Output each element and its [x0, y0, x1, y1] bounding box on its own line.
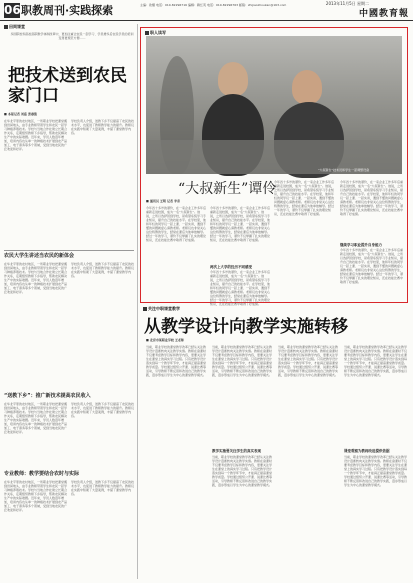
- lower-headline: 从教学设计向教学实施转移: [144, 317, 348, 337]
- left-body-col7: 在华北平原的农村地区，一所职业学校把课堂搬到田间地头，由专业教师带领学生和农民一起学习种植养殖技术。学校与当地合作社建立长期合作关系，定期组织教师下乡指导，帮助农民解决生产中的实际难题。近年来，学员人数逐年增加，培训内容也从单一的种植技术扩展到农产品加工、电子商务等多个领域，受到当地农民的广泛欢迎和好评。: [4, 480, 68, 512]
- left-lead: 多国职校和高校高职教学体制改革中，更加注重让农民一起学习、学员增多后农民学员的培训变得更规范方便……: [10, 32, 134, 40]
- issue-date: 2013年11月5日 星期二: [325, 1, 369, 6]
- square-icon: [145, 31, 149, 35]
- feature-section-label: 职人读写: [145, 30, 166, 36]
- left-body-col6: 学校负责人介绍，送教下乡不仅提高了农民的技术水平，也促进了教师教学能力的提升。教师们在实践中积累了大量案例，丰富了课堂教学内容。: [71, 402, 135, 418]
- left-subhead-2: “送教下乡”：推广新技术提高农民收入: [4, 393, 91, 399]
- section-title: 职教周刊·实践探索: [21, 4, 114, 17]
- lower-body-col4b: 当前，职业学校的课堂教学改革已经从关注教学设计逐渐转向关注教学实施。教师在备课时不仅要考虑教学目标和教学内容，更要关注学生在课堂上的真实学习过程。只有把教学设计落实到每一个教学环节中，才能真正提高课堂教学质量。学校通过组织公开课、说课比赛等活动，引导教师不断反思和改进自己的教学实践，逐步形成以学生为中心的课堂教学模式。: [344, 455, 408, 487]
- left-subhead-1: 农民大学生讲述当农民的新体会: [4, 253, 75, 259]
- left-body-col4: 学校负责人介绍，送教下乡不仅提高了农民的技术水平，也促进了教师教学能力的提升。教师们在实践中积累了大量案例，丰富了课堂教学内容。: [71, 262, 135, 278]
- left-body-col8: 学校负责人介绍，送教下乡不仅提高了农民的技术水平，也促进了教师教学能力的提升。教师们在实践中积累了大量案例，丰富了课堂教学内容。: [71, 480, 135, 496]
- feature-subhead-2: 继续学习职业提升自身能力: [340, 243, 382, 247]
- feature-photo: [146, 36, 402, 174]
- square-icon: [4, 25, 8, 29]
- left-section-label: 田间课堂: [4, 24, 25, 30]
- feature-subhead: 两次上大学的经历不同感受: [210, 265, 252, 269]
- header-rule: [0, 20, 413, 21]
- photo-person-head-left: [218, 62, 248, 96]
- square-icon: [143, 307, 147, 311]
- feature-quote-title: “大叔新生”谭伶: [178, 181, 277, 197]
- feature-body-col4b: 今年四十多岁的谭伶，在一家企业工作多年后重新走进校园，成为一名“大叔新生”。他说，之所以选择回到学校，是希望系统学习专业知识，提升自己的技能水平。在学校里，他和年轻的同学们一起上课、一起实训，遇到不懂的问题就虚心请教老师。老师们也非常关心这位特殊的学生，经常在课后为他单独辅导。经过一年的学习，谭伶不仅掌握了扎实的理论知识，还在技能比赛中取得了好成绩。: [340, 248, 404, 284]
- feature-byline: ■ 通讯员 王明 记者 李青: [146, 199, 181, 203]
- lower-byline: ■ 北京市某职业学校 王老师: [146, 338, 184, 342]
- left-body-col1: 在华北平原的农村地区，一所职业学校把课堂搬到田间地头，由专业教师带领学生和农民一起学习种植养殖技术。学校与当地合作社建立长期合作关系，定期组织教师下乡指导，帮助农民解决生产中的实际难题。近年来，学员人数逐年增加，培训内容也从单一的种植技术扩展到农产品加工、电子商务等多个领域，受到当地农民的广泛欢迎和好评。: [4, 119, 68, 151]
- feature-body-col3: 今年四十多岁的谭伶，在一家企业工作多年后重新走进校园，成为一名“大叔新生”。他说，之所以选择回到学校，是希望系统学习专业知识，提升自己的技能水平。在学校里，他和年轻的同学们一起上课、一起实训，遇到不懂的问题就虚心请教老师。老师们也非常关心这位特殊的学生，经常在课后为他单独辅导。经过一年的学习，谭伶不仅掌握了扎实的理论知识，还在技能比赛中取得了好成绩。: [274, 180, 335, 216]
- left-headline: 把技术送到农民家门口: [8, 66, 127, 106]
- feature-body-col2b: 今年四十多岁的谭伶，在一家企业工作多年后重新走进校园，成为一名“大叔新生”。他说，之所以选择回到学校，是希望系统学习专业知识，提升自己的技能水平。在学校里，他和年轻的同学们一起上课、一起实训，遇到不懂的问题就虚心请教老师。老师们也非常关心这位特殊的学生，经常在课后为他单独辅导。经过一年的学习，谭伶不仅掌握了扎实的理论知识，还在技能比赛中取得了好成绩。: [210, 270, 271, 306]
- lower-subhead-2: 课堂观察为教师改进提供依据: [344, 449, 390, 453]
- lower-body-col3: 当前，职业学校的课堂教学改革已经从关注教学设计逐渐转向关注教学实施。教师在备课时不仅要考虑教学目标和教学内容，更要关注学生在课堂上的真实学习过程。只有把教学设计落实到每一个教学环节中，才能真正提高课堂教学质量。学校通过组织公开课、说课比赛等活动，引导教师不断反思和改进自己的教学实践，逐步形成以学生为中心的课堂教学模式。: [278, 345, 339, 377]
- left-subhead-3: 专业教师：教学要结合农时与实际: [4, 471, 80, 477]
- feature-body-col1: 今年四十多岁的谭伶，在一家企业工作多年后重新走进校园，成为一名“大叔新生”。他说，之所以选择回到学校，是希望系统学习专业知识，提升自己的技能水平。在学校里，他和年轻的同学们一起上课、一起实训，遇到不懂的问题就虚心请教老师。老师们也非常关心这位特殊的学生，经常在课后为他单独辅导。经过一年的学习，谭伶不仅掌握了扎实的理论知识，还在技能比赛中取得了好成绩。: [146, 206, 207, 242]
- left-rule-1: [4, 250, 134, 251]
- newspaper-logo: 中國教育報: [358, 9, 409, 19]
- left-body-col3: 在华北平原的农村地区，一所职业学校把课堂搬到田间地头，由专业教师带领学生和农民一起学习种植养殖技术。学校与当地合作社建立长期合作关系，定期组织教师下乡指导，帮助农民解决生产中的实际难题。近年来，学员人数逐年增加，培训内容也从单一的种植技术扩展到农产品加工、电子商务等多个领域，受到当地农民的广泛欢迎和好评。: [4, 262, 68, 294]
- photo-person-head-right: [292, 70, 322, 104]
- left-byline: ■ 本报记者 刘盾 张春铭: [4, 112, 37, 116]
- lower-section-label: 关注中职课堂教学: [143, 306, 180, 312]
- lower-subhead-1: 教学实施要关注学生的真实表现: [212, 449, 261, 453]
- lower-body-col2: 当前，职业学校的课堂教学改革已经从关注教学设计逐渐转向关注教学实施。教师在备课时不仅要考虑教学目标和教学内容，更要关注学生在课堂上的真实学习过程。只有把教学设计落实到每一个教学环节中，才能真正提高课堂教学质量。学校通过组织公开课、说课比赛等活动，引导教师不断反思和改进自己的教学实践，逐步形成以学生为中心的课堂教学模式。: [212, 345, 273, 377]
- lower-body-col2b: 当前，职业学校的课堂教学改革已经从关注教学设计逐渐转向关注教学实施。教师在备课时不仅要考虑教学目标和教学内容，更要关注学生在课堂上的真实学习过程。只有把教学设计落实到每一个教学环节中，才能真正提高课堂教学质量。学校通过组织公开课、说课比赛等活动，引导教师不断反思和改进自己的教学实践，逐步形成以学生为中心的课堂教学模式。: [212, 455, 273, 487]
- photo-caption: “大叔新生”技术员和学生一起调整设备: [318, 168, 370, 172]
- page-number-badge: 06: [4, 3, 21, 17]
- left-body-col5: 在华北平原的农村地区，一所职业学校把课堂搬到田间地头，由专业教师带领学生和农民一起学习种植养殖技术。学校与当地合作社建立长期合作关系，定期组织教师下乡指导，帮助农民解决生产中的实际难题。近年来，学员人数逐年增加，培训内容也从单一的种植技术扩展到农产品加工、电子商务等多个领域，受到当地农民的广泛欢迎和好评。: [4, 402, 68, 434]
- lower-body-col4: 当前，职业学校的课堂教学改革已经从关注教学设计逐渐转向关注教学实施。教师在备课时不仅要考虑教学目标和教学内容，更要关注学生在课堂上的真实学习过程。只有把教学设计落实到每一个教学环节中，才能真正提高课堂教学质量。学校通过组织公开课、说课比赛等活动，引导教师不断反思和改进自己的教学实践，逐步形成以学生为中心的课堂教学模式。: [344, 345, 408, 377]
- editor-info: 主编：欧媚 电话：010-82296716 编辑：赖红英 电话：010-82296763 邮箱：zhijiaozhoukan@163.com: [140, 3, 287, 7]
- column-divider: [137, 24, 138, 579]
- lower-body-col1: 当前，职业学校的课堂教学改革已经从关注教学设计逐渐转向关注教学实施。教师在备课时不仅要考虑教学目标和教学内容，更要关注学生在课堂上的真实学习过程。只有把教学设计落实到每一个教学环节中，才能真正提高课堂教学质量。学校通过组织公开课、说课比赛等活动，引导教师不断反思和改进自己的教学实践，逐步形成以学生为中心的课堂教学模式。: [146, 345, 207, 377]
- feature-body-col4: 今年四十多岁的谭伶，在一家企业工作多年后重新走进校园，成为一名“大叔新生”。他说，之所以选择回到学校，是希望系统学习专业知识，提升自己的技能水平。在学校里，他和年轻的同学们一起上课、一起实训，遇到不懂的问题就虚心请教老师。老师们也非常关心这位特殊的学生，经常在课后为他单独辅导。经过一年的学习，谭伶不仅掌握了扎实的理论知识，还在技能比赛中取得了好成绩。: [340, 180, 404, 216]
- left-body-col2: 学校负责人介绍，送教下乡不仅提高了农民的技术水平，也促进了教师教学能力的提升。教师们在实践中积累了大量案例，丰富了课堂教学内容。: [71, 119, 135, 135]
- feature-body-col2: 今年四十多岁的谭伶，在一家企业工作多年后重新走进校园，成为一名“大叔新生”。他说，之所以选择回到学校，是希望系统学习专业知识，提升自己的技能水平。在学校里，他和年轻的同学们一起上课、一起实训，遇到不懂的问题就虚心请教老师。老师们也非常关心这位特殊的学生，经常在课后为他单独辅导。经过一年的学习，谭伶不仅掌握了扎实的理论知识，还在技能比赛中取得了好成绩。: [210, 206, 271, 242]
